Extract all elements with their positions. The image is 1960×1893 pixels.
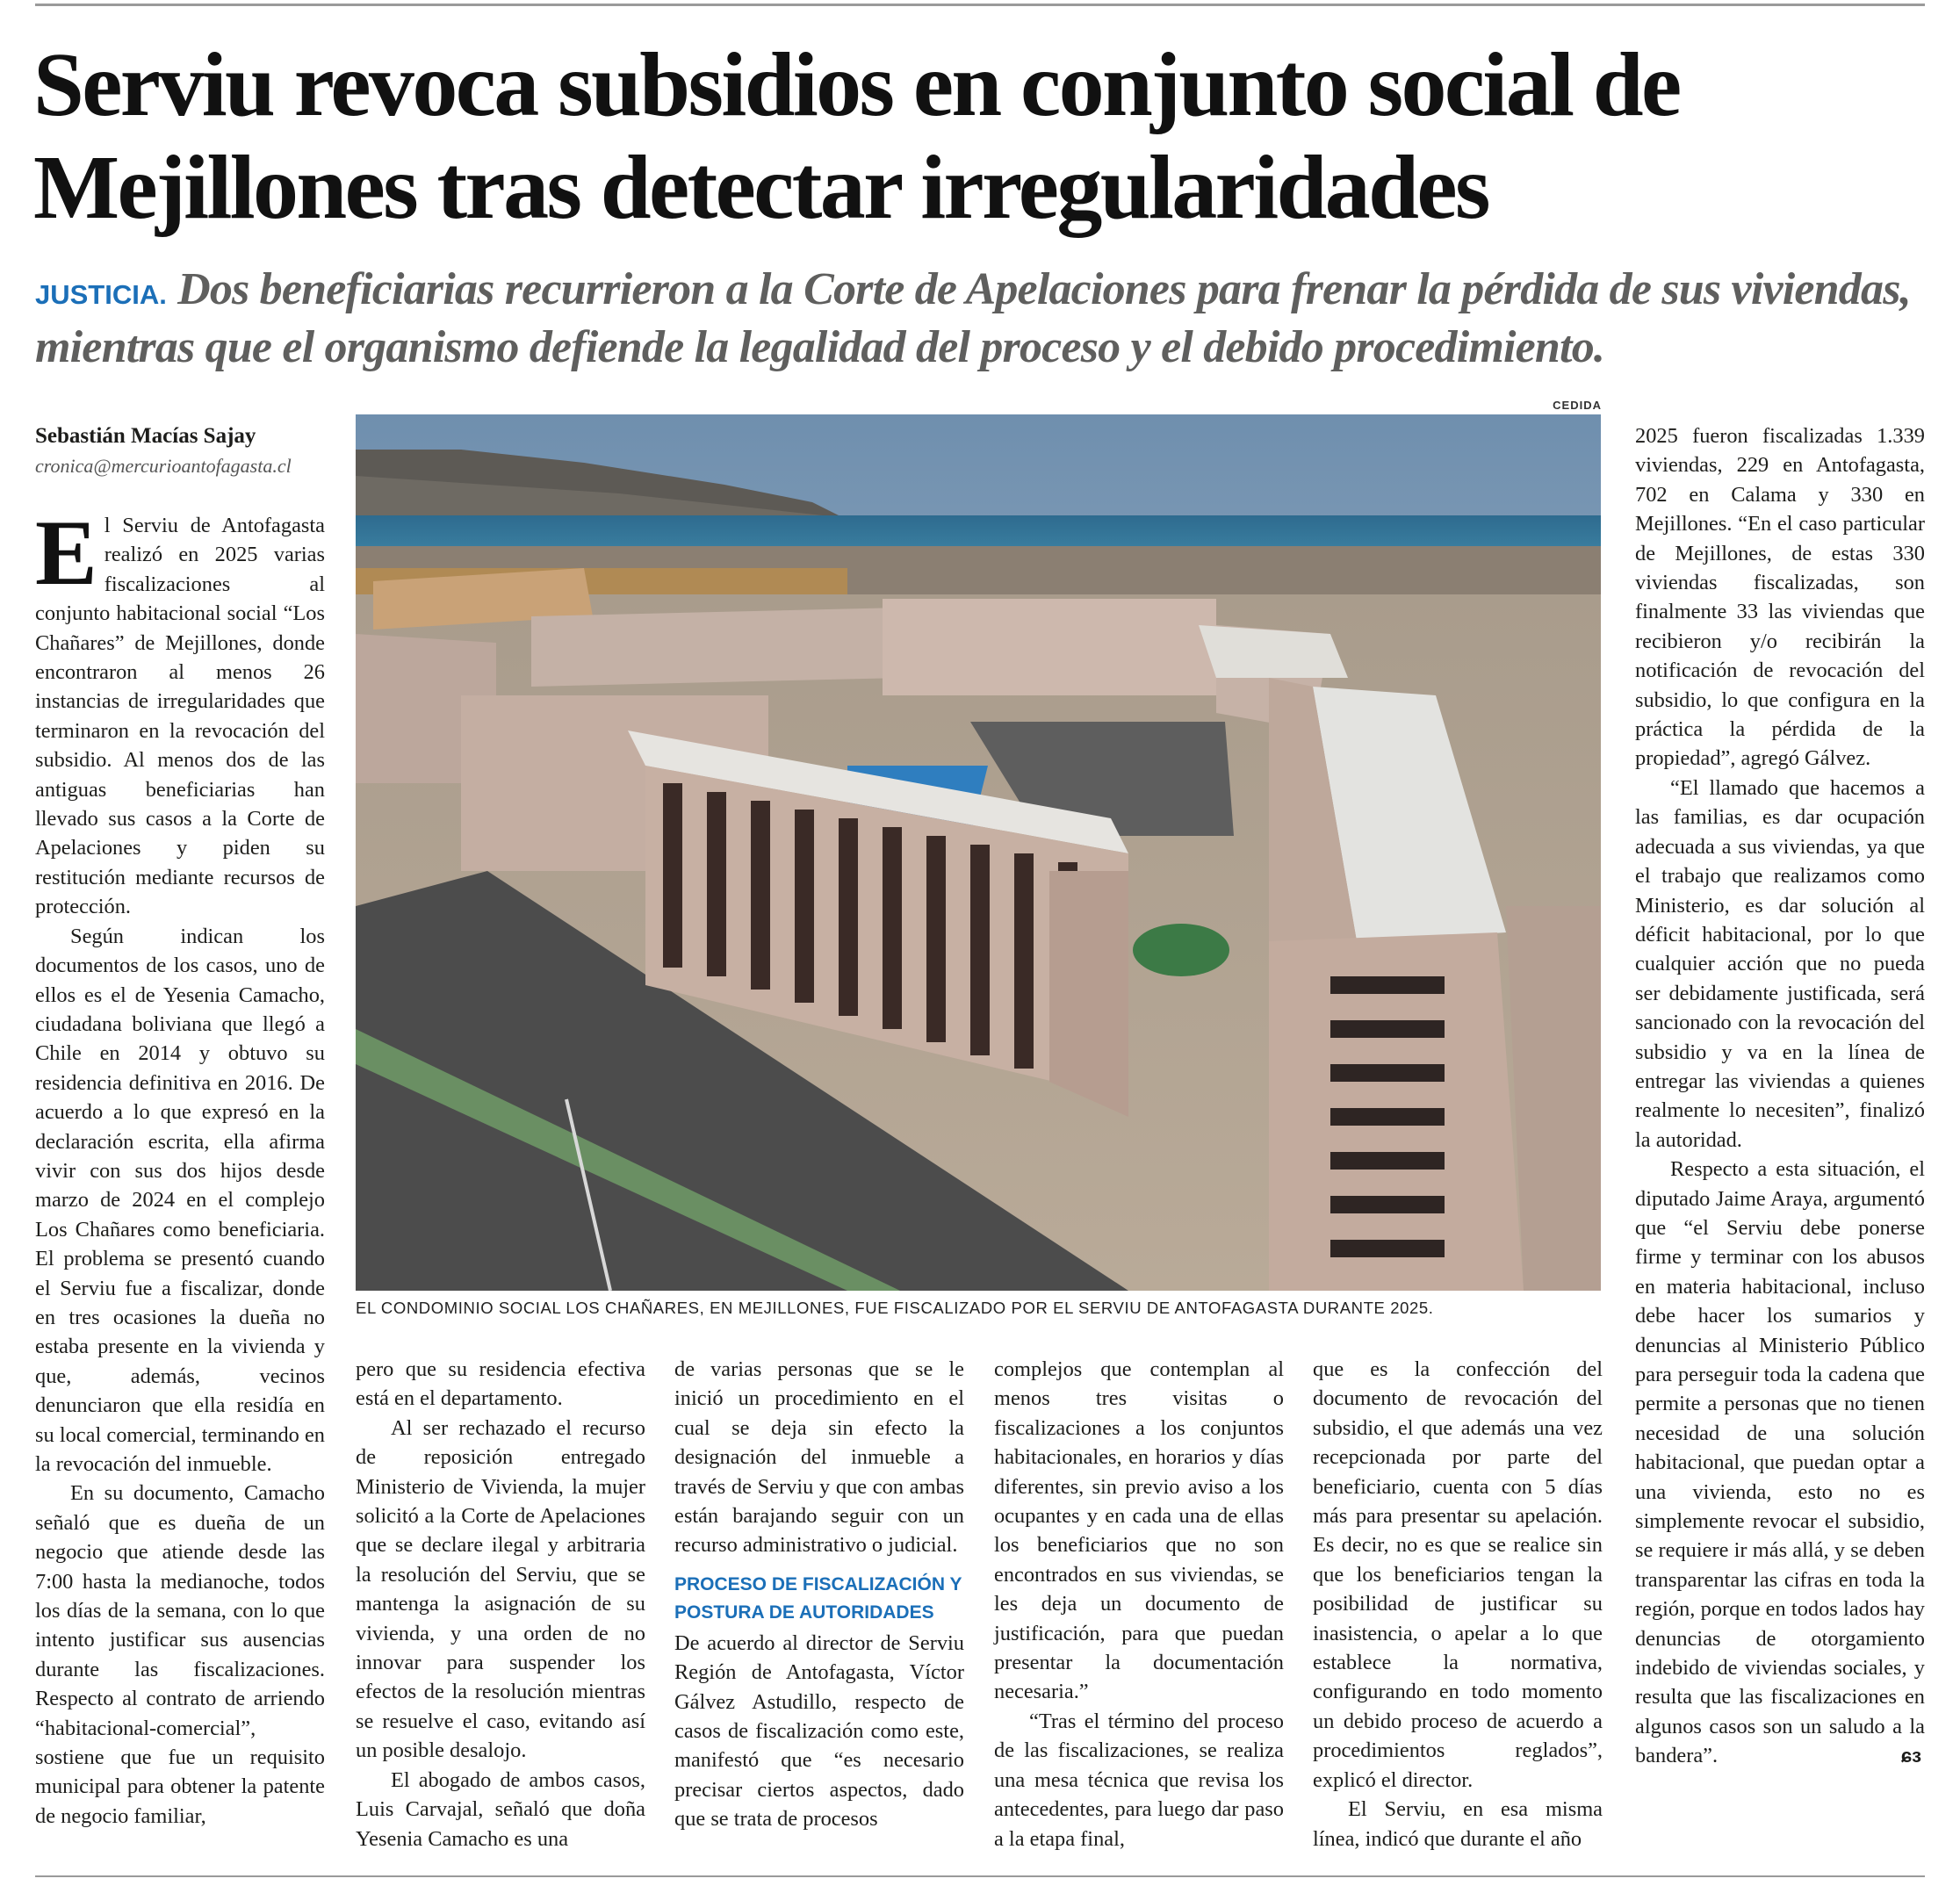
paragraph: pero que su residencia efectiva está en el departamento.: [356, 1357, 645, 1411]
author: Sebastián Macías Sajay: [35, 424, 256, 448]
photo-caption: EL CONDOMINIO SOCIAL LOS CHAÑARES, EN MEJILLONES, FUE FISCALIZADO POR EL SERVIU DE ANTOFAGASTA DURANTE 2025.: [356, 1299, 1434, 1317]
photo-credit: CEDIDA: [1553, 399, 1602, 412]
author-email: cronica@mercurioantofagasta.cl: [35, 455, 292, 477]
paragraph: 2025 fueron fiscalizadas 1.339 viviendas, 229 en Antofagasta, 702 en Calama y 330 en Mejillones. “En el caso particular de Mejillones, de estas 330 viviendas fiscalizadas, son finalmente 33 las viviendas que recibieron y/o recibirán la notificación de revocación del subsidio, lo que configura en la práctica la pérdida de la propiedad”, agregó Gálvez.: [1635, 424, 1925, 771]
byline: [35, 421, 325, 481]
body-column-1: [35, 501, 325, 1831]
drop-cap: E: [35, 501, 97, 604]
paragraph: Según indican los documentos de los casos, uno de ellos es el de Yesenia Camacho, ciudadana boliviana que llegó a Chile en 2014 y obtuvo su residencia definitiva en 2016. De acuerdo a lo que expresó en la declaración escrita, ella afirma vivir con sus dos hijos desde marzo de 2024 en el complejo Los Chañares como beneficiaria. El problema se presentó cuando el Serviu fue a fiscalizar, donde en tres ocasiones la dueña no estaba presente en la vivienda y que, además, vecinos denunciaron que ella residía en su local comercial, terminando en la revocación del inmueble.: [35, 924, 325, 1476]
top-rule: [35, 4, 1925, 6]
paragraph: [1635, 1155, 1925, 1771]
deck-text: Dos beneficiarias recurrieron a la Corte de Apelaciones para frenar la pérdida de sus viviendas, mientras que el organismo defiende la legalidad del proceso y el debido procedimiento.: [35, 264, 1911, 372]
kicker: JUSTICIA.: [35, 279, 167, 310]
paragraph: complejos que contemplan al menos tres visitas o fiscalizaciones a los conjuntos habitacionales, en horarios y días diferentes, sin previo aviso a los ocupantes y en cada una de ellas los beneficiarios que no son encontrados en sus viviendas, se les deja un documento de justificación, para que puedan presentar la documentación necesaria.”: [994, 1357, 1284, 1704]
end-mark: ɕɜ: [1900, 1745, 1921, 1767]
paragraph: Al ser rechazado el recurso de reposición entregado Ministerio de Vivienda, la mujer solicitó a la Corte de Apelaciones que se declare ilegal y arbitraria la resolución del Serviu, que se mantenga la asignación de su vivienda, y una orden de no innovar para suspender los efectos de la resolución mientras se resuelve el caso, evitando así un posible desalojo.: [356, 1415, 645, 1763]
paragraph: De acuerdo al director de Serviu Región de Antofagasta, Víctor Gálvez Astudillo, respecto de casos de fiscalización como este, manifestó que “es necesario precisar ciertos aspectos, dado que se trata de procesos: [674, 1630, 964, 1832]
body-column-4: [994, 1355, 1284, 1853]
paragraph-text: Respecto a esta situación, el diputado Jaime Araya, argumentó que “el Serviu debe ponerse firme y terminar con los abusos en materia habitacional, incluso debe hacer los sumarios y denuncias al Ministerio Público para perseguir toda la cadena que permite a personas que no tienen necesidad de una solución habitacional, que puedan optar a una vivienda, esto no es simplemente revocar el subsidio, se requiere ir más allá, y se deben transparentar las cifras en toda la región, porque en todos lados hay denuncias de otorgamiento indebido de viviendas sociales, y resulta que las fiscalizaciones en algunos casos son un saludo a la bandera”.: [1635, 1157, 1925, 1768]
body-column-2: [356, 1355, 645, 1853]
bottom-rule: [35, 1875, 1925, 1877]
paragraph: En su documento, Camacho señaló que es dueña de un negocio que atiende desde las 7:00 hasta la medianoche, todos los días de la semana, con lo que intento justificar sus ausencias durante las fiscalizaciones. Respecto al contrato de arriendo “habitacional-comercial”, sostiene que fue un requisito municipal para obtener la patente de negocio familiar,: [35, 1481, 325, 1828]
headline: Serviu revoca subsidios en conjunto social de Mejillones tras detectar irregularidades: [33, 34, 1680, 238]
paragraph-text: l Serviu de Antofagasta realizó en 2025 varias fiscalizaciones al conjunto habitacional social “Los Chañares” de Mejillones, donde encontraron al menos 26 instancias de irregularidades que terminaron en la revocación del subsidio. Al menos dos de las antiguas beneficiarias han llevado sus casos a la Corte de Apelaciones y piden su restitución mediante recursos de protección.: [35, 514, 325, 919]
body-column-3: [674, 1355, 964, 1834]
deck: [35, 263, 1941, 374]
paragraph: “Tras el término del proceso de las fiscalizaciones, se realiza una mesa técnica que revisa los antecedentes, para luego dar paso a la etapa final,: [994, 1709, 1284, 1851]
paragraph: El Serviu, en esa misma línea, indicó que durante el año: [1313, 1797, 1603, 1851]
paragraph: que es la confección del documento de revocación del subsidio, el que además una vez recepcionada por parte del beneficiario, cuenta con 5 días más para presentar su apelación. Es decir, no es que se realice sin que los beneficiarios tengan la posibilidad de justificar su inasistencia, o apelar a lo que establece la normativa, configurando en todo momento un debido proceso de acuerdo a procedimientos reglados”, explicó el director.: [1313, 1357, 1603, 1792]
paragraph: [35, 501, 325, 922]
article-photo: [356, 414, 1601, 1291]
paragraph: de varias personas que se le inició un procedimiento en el cual se deja sin efecto la designación del inmueble a través de Serviu y que con ambas están barajando seguir con un recurso administrativo o judicial.: [674, 1357, 964, 1558]
paragraph: El abogado de ambos casos, Luis Carvajal, señaló que doña Yesenia Camacho es una: [356, 1767, 645, 1851]
paragraph: “El llamado que hacemos a las familias, es dar ocupación adecuada a sus viviendas, ya que el trabajo que realizamos como Ministerio, es dar solución al déficit habitacional, por lo que cualquier acción que no pueda ser debidamente justificada, será sancionado con la revocación del subsidio y va en la línea de entregar las viviendas a quienes realmente lo necesiten”, finalizó la autoridad.: [1635, 775, 1925, 1152]
subheading: PROCESO DE FISCALIZACIÓN Y POSTURA DE AUTORIDADES: [674, 1573, 962, 1623]
body-column-6: [1635, 421, 1925, 1771]
body-column-5: [1313, 1355, 1603, 1853]
